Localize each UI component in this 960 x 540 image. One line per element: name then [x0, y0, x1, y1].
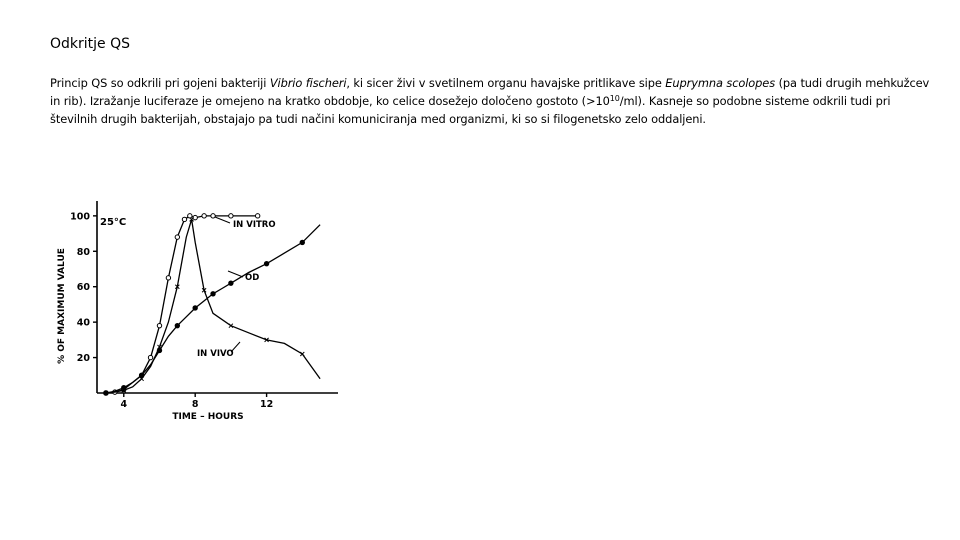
series-label: OD	[245, 273, 260, 283]
y-tick-label: 60	[76, 282, 90, 294]
series-label-leader	[228, 271, 243, 277]
series-line	[106, 216, 258, 393]
series-label-leader	[215, 217, 230, 223]
series-point	[175, 323, 179, 327]
paragraph-text-2: , ki sicer živi v svetilnem organu havajske pritlikave sipe	[346, 76, 666, 90]
x-tick-label: 4	[120, 399, 128, 410]
y-tick-label: 20	[76, 353, 90, 365]
series-point	[148, 355, 152, 359]
paragraph-text-4: /ml). Kasneje so podobne sisteme odkrili tudi pri številnih drugih bakterijah, obstajajo pa tudi načini komuniciranja med organizmi, ki so si filogenetsko zelo oddaljeni.	[50, 94, 891, 126]
series-point	[211, 214, 215, 218]
series-point	[202, 214, 206, 218]
series-point	[166, 276, 170, 280]
y-tick-label: 40	[76, 317, 90, 329]
x-tick-label: 12	[259, 399, 274, 410]
series-point	[157, 323, 161, 327]
y-tick-label: 100	[70, 211, 90, 223]
chart-series	[104, 214, 320, 396]
series-point	[182, 217, 186, 221]
temperature-annotation: 25°C	[100, 217, 127, 228]
series-point	[229, 214, 233, 218]
series-point	[193, 306, 197, 310]
series-point	[255, 214, 259, 218]
slide-title: Odkritje QS	[50, 36, 131, 52]
series-label: IN VITRO	[233, 220, 276, 230]
series-point	[300, 352, 304, 356]
y-axis-label: % OF MAXIMUM VALUE	[57, 248, 67, 364]
paragraph-text-1: Princip QS so odkrili pri gojeni bakteriji	[50, 76, 270, 90]
growth-luminescence-chart	[40, 185, 350, 425]
series-point	[300, 240, 304, 244]
series-label: IN VIVO	[197, 349, 234, 359]
slide-paragraph	[50, 74, 930, 128]
series-point	[229, 281, 233, 285]
y-tick-label: 80	[76, 246, 90, 258]
series-line	[106, 219, 320, 393]
organism-name-euprymna: Euprymna scolopes	[665, 76, 776, 90]
x-axis-label: TIME – HOURS	[172, 412, 244, 422]
series-point	[211, 292, 215, 296]
paragraph-text-3: (pa tudi drugih mehkužcev in rib). Izražanje luciferaze je omejeno na kratko obdobje, ko celice dosežejo določeno gostoto (>10	[50, 76, 930, 108]
chart-axes	[70, 201, 338, 410]
organism-name-vibrio: Vibrio fischeri	[269, 76, 347, 90]
series-line	[106, 225, 320, 393]
x-tick-label: 8	[191, 399, 199, 410]
series-point	[264, 261, 268, 265]
density-exponent: 10	[609, 94, 620, 103]
series-point	[175, 235, 179, 239]
